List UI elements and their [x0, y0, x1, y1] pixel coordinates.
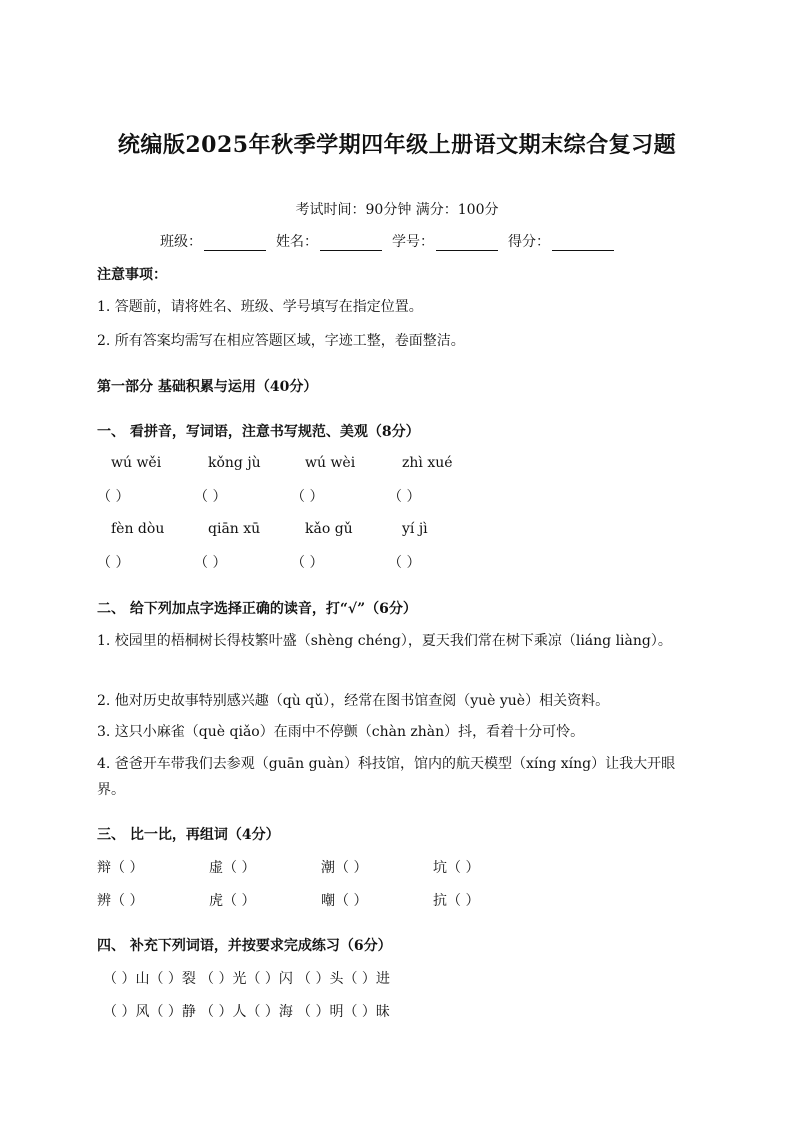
score-blank[interactable]	[552, 236, 614, 251]
answer-blank[interactable]: （ ）	[291, 555, 324, 571]
idiom-row	[97, 968, 388, 988]
idiom-row	[97, 1001, 388, 1021]
answer-blank[interactable]: （ ）	[388, 489, 421, 505]
student-id-label: 学号：	[392, 234, 434, 250]
answer-row	[97, 486, 485, 506]
compare-item[interactable]: 辩（ ）	[97, 860, 144, 876]
pinyin-row	[97, 521, 485, 537]
student-id-blank[interactable]	[436, 236, 498, 251]
notes-heading: 注意事项：	[97, 267, 167, 283]
question-heading: 一、 看拼音，写词语，注意书写规范、美观（8分）	[97, 424, 420, 440]
question-item: 4. 爸爸开车带我们去参观（guān guàn）科技馆，馆内的航天模型（xíng xíng）让我大开眼界。	[97, 756, 676, 798]
score-field	[508, 231, 614, 251]
part-heading: 第一部分 基础积累与运用（40分）	[97, 379, 318, 395]
pinyin-item: zhì xué	[402, 455, 453, 471]
answer-blank[interactable]: （ ）	[388, 555, 421, 571]
compare-item[interactable]: 虎（ ）	[209, 893, 256, 909]
question-heading: 二、 给下列加点字选择正确的读音，打“√”（6分）	[97, 601, 417, 617]
idiom-item[interactable]: （ ）头（ ）进	[297, 971, 390, 987]
pinyin-item: wú wèi	[305, 455, 356, 471]
compare-item[interactable]: 坑（ ）	[433, 860, 480, 876]
compare-item[interactable]: 抗（ ）	[433, 893, 480, 909]
question-heading: 四、 补充下列词语，并按要求完成练习（6分）	[97, 938, 392, 954]
question-heading: 三、 比一比，再组词（4分）	[97, 827, 280, 843]
pinyin-row	[97, 455, 485, 471]
pinyin-item: fèn dòu	[111, 521, 165, 537]
student-info-row	[160, 231, 614, 251]
question-item: 2. 他对历史故事特别感兴趣（qù qǔ），经常在图书馆查阅（yuè yuè）相关资料。	[97, 693, 610, 709]
student-id-field	[392, 231, 498, 251]
pinyin-item: kǎo gǔ	[305, 521, 353, 537]
idiom-item[interactable]: （ ）风（ ）静	[103, 1004, 196, 1020]
pinyin-item: qiān xū	[208, 521, 261, 537]
note-item: 1. 答题前，请将姓名、班级、学号填写在指定位置。	[97, 299, 423, 315]
question-item: 1. 校园里的梧桐树长得枝繁叶盛（shèng chéng），夏天我们常在树下乘凉（liáng liàng）。	[97, 633, 672, 649]
name-blank[interactable]	[320, 236, 382, 251]
idiom-item[interactable]: （ ）人（ ）海	[200, 1004, 293, 1020]
compare-row	[97, 890, 545, 910]
pinyin-item: kǒng jù	[208, 455, 261, 471]
compare-item[interactable]: 辨（ ）	[97, 893, 144, 909]
compare-row	[97, 857, 545, 877]
answer-blank[interactable]: （ ）	[194, 555, 227, 571]
score-label: 得分：	[508, 234, 550, 250]
exam-time-info: 考试时间：90分钟 满分：100分	[295, 202, 499, 218]
answer-blank[interactable]: （ ）	[97, 489, 130, 505]
pinyin-item: yí jì	[402, 521, 428, 537]
answer-blank[interactable]: （ ）	[194, 489, 227, 505]
answer-row	[97, 552, 485, 572]
note-item: 2. 所有答案均需写在相应答题区域，字迹工整，卷面整洁。	[97, 333, 465, 349]
idiom-item[interactable]: （ ）光（ ）闪	[200, 971, 293, 987]
compare-item[interactable]: 潮（ ）	[321, 860, 368, 876]
class-blank[interactable]	[204, 236, 266, 251]
idiom-item[interactable]: （ ）明（ ）昧	[297, 1004, 390, 1020]
pinyin-item: wú wěi	[111, 455, 162, 471]
class-field	[160, 231, 266, 251]
answer-blank[interactable]: （ ）	[97, 555, 130, 571]
page-title: 统编版2025年秋季学期四年级上册语文期末综合复习题	[117, 132, 677, 158]
name-label: 姓名：	[276, 234, 318, 250]
compare-item[interactable]: 虚（ ）	[209, 860, 256, 876]
question-item: 3. 这只小麻雀（què qiǎo）在雨中不停颤（chàn zhàn）抖，看着十分可怜。	[97, 724, 585, 740]
idiom-item[interactable]: （ ）山（ ）裂	[103, 971, 196, 987]
compare-item[interactable]: 嘲（ ）	[321, 893, 368, 909]
answer-blank[interactable]: （ ）	[291, 489, 324, 505]
name-field	[276, 231, 382, 251]
class-label: 班级：	[160, 234, 202, 250]
